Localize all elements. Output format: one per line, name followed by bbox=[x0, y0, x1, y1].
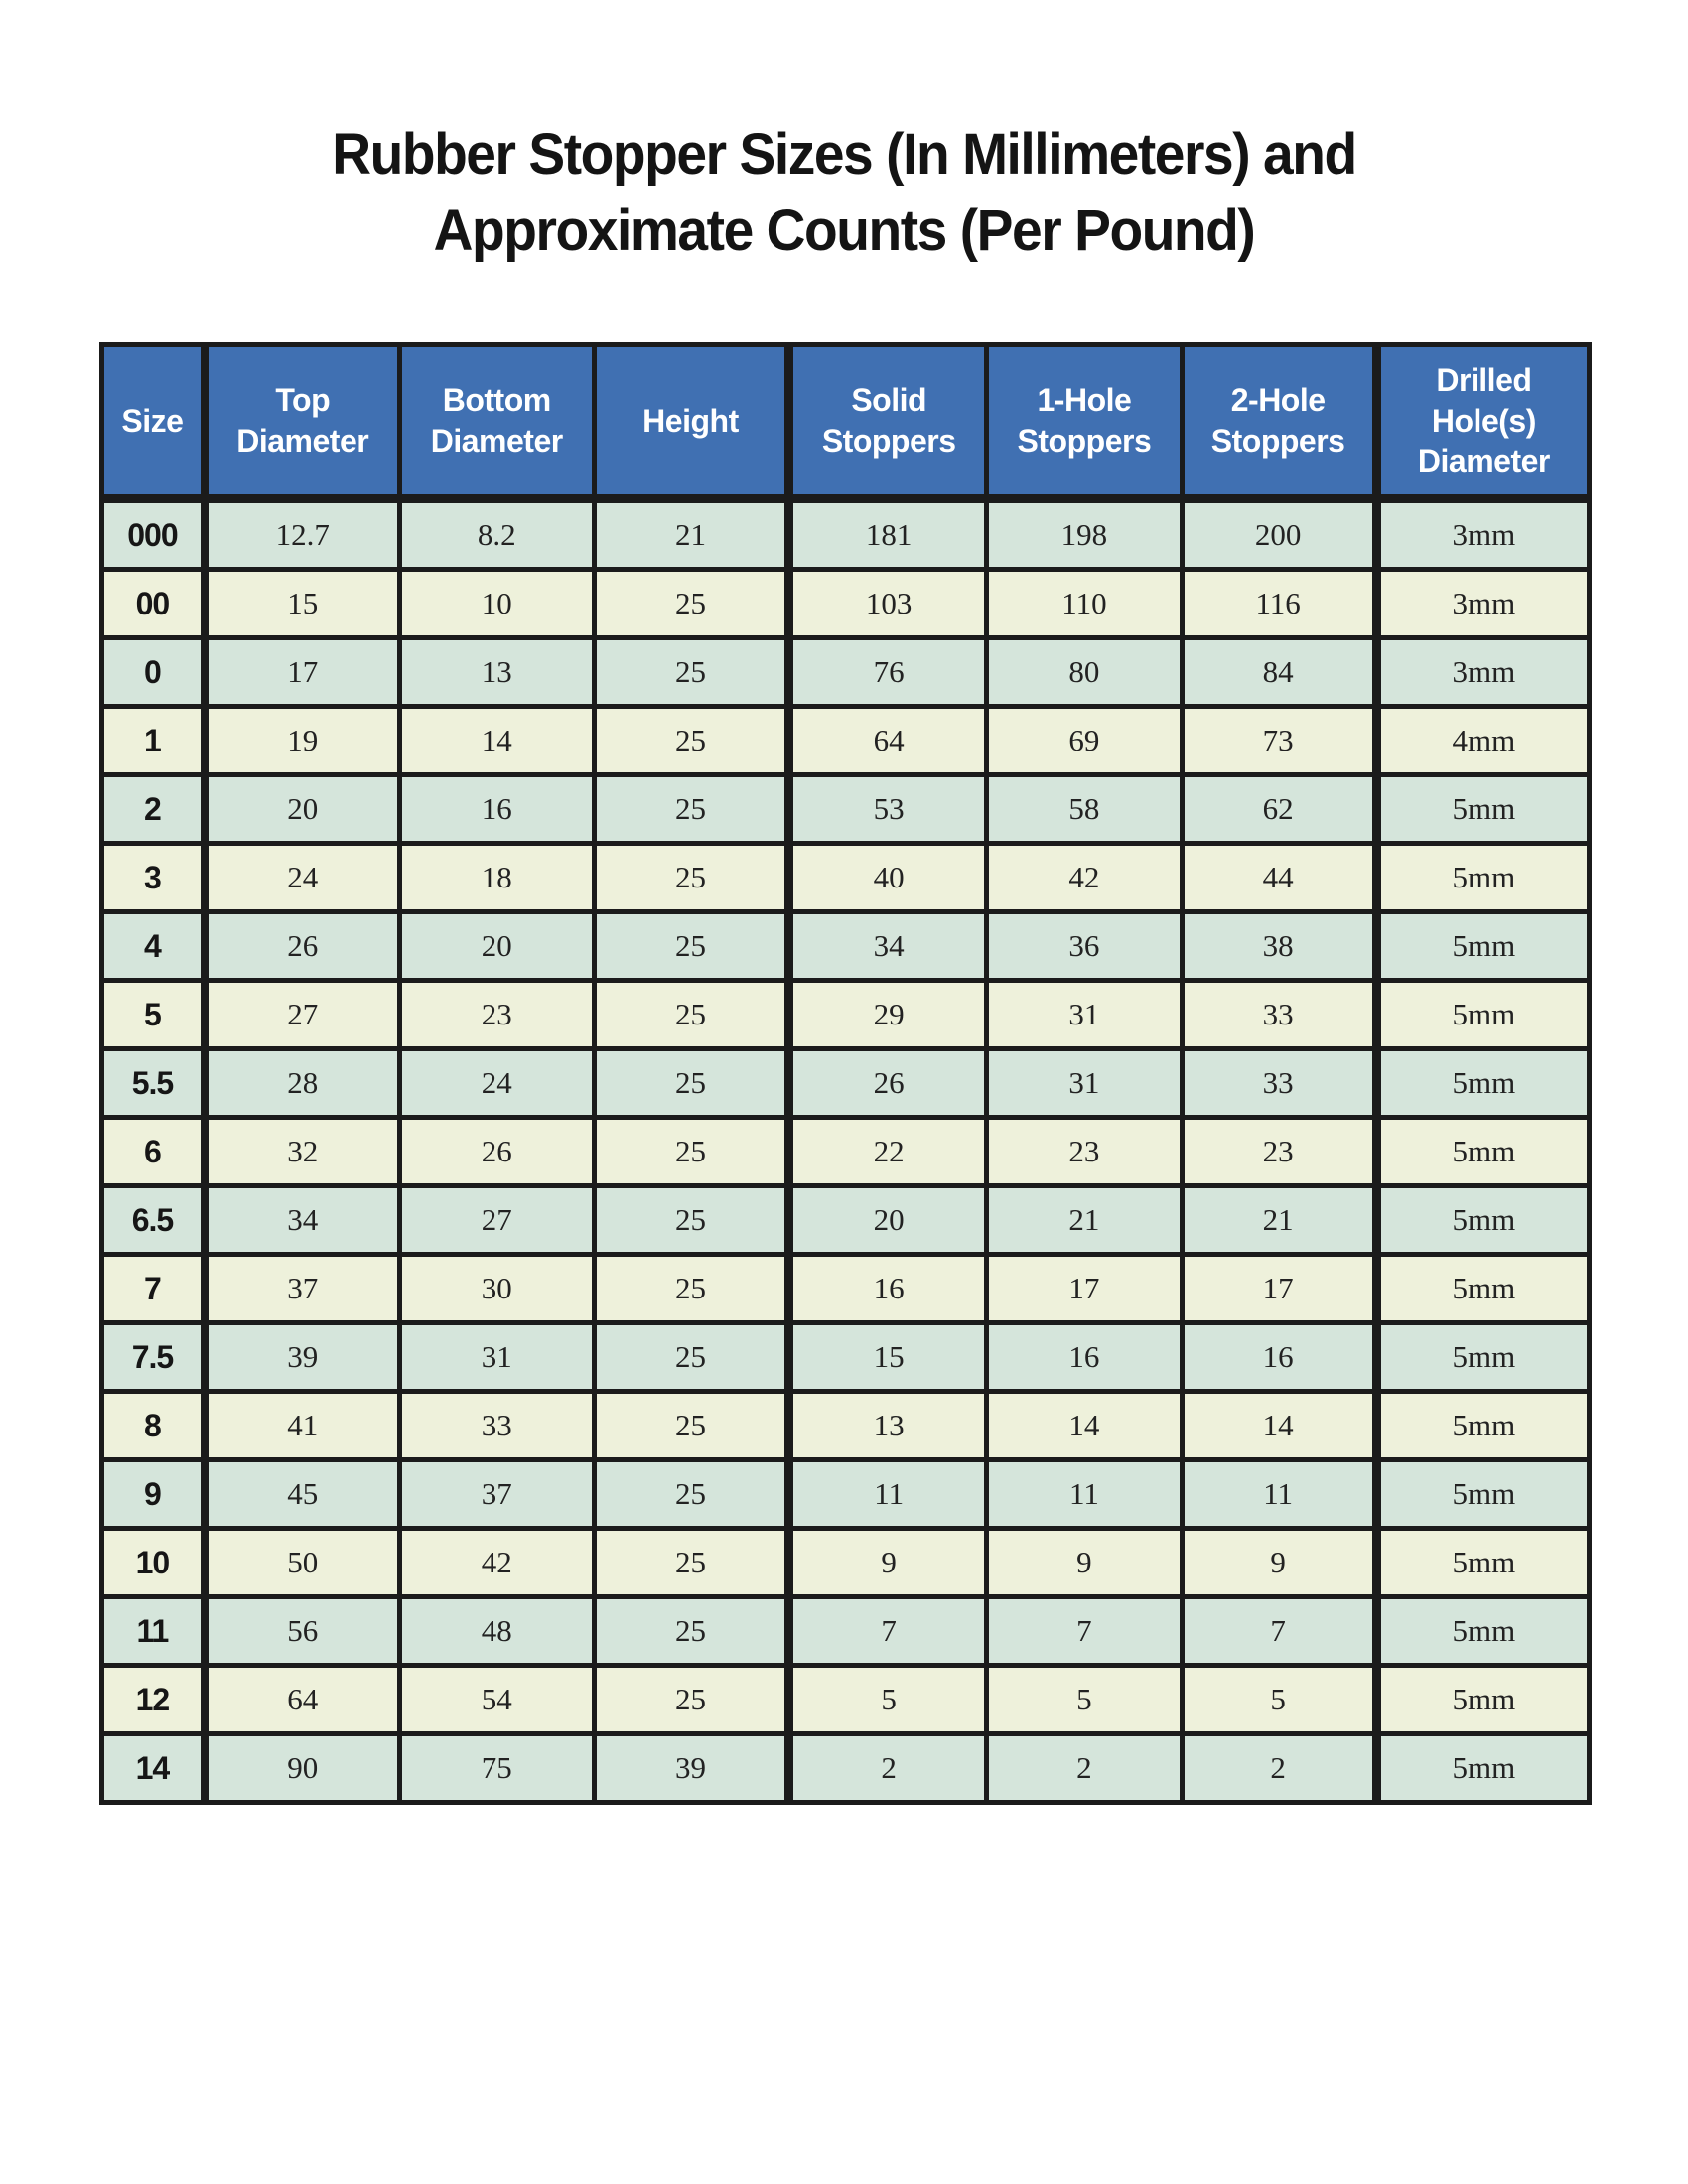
value-cell: 25 bbox=[594, 638, 788, 707]
column-header-bottom-diameter: Bottom Diameter bbox=[399, 345, 594, 499]
value-cell: 26 bbox=[205, 912, 399, 981]
value-cell: 27 bbox=[399, 1186, 594, 1255]
table-row-size-12 bbox=[102, 1666, 1590, 1734]
value-cell: 23 bbox=[987, 1118, 1182, 1186]
value-cell: 25 bbox=[594, 570, 788, 638]
value-cell: 36 bbox=[987, 912, 1182, 981]
table-body bbox=[102, 499, 1590, 1803]
value-cell: 14 bbox=[987, 1392, 1182, 1460]
value-cell: 17 bbox=[1182, 1255, 1376, 1323]
size-label-cell: 11 bbox=[102, 1597, 205, 1666]
value-cell: 25 bbox=[594, 1392, 788, 1460]
column-header-2-hole-stoppers: 2-Hole Stoppers bbox=[1182, 345, 1376, 499]
value-cell: 16 bbox=[1182, 1323, 1376, 1392]
value-cell: 2 bbox=[789, 1734, 987, 1803]
value-cell: 7 bbox=[1182, 1597, 1376, 1666]
column-header-drilled-hole-s-diameter: Drilled Hole(s) Diameter bbox=[1376, 345, 1589, 499]
value-cell: 29 bbox=[789, 981, 987, 1049]
table-row-size-8 bbox=[102, 1392, 1590, 1460]
value-cell: 5mm bbox=[1376, 1118, 1589, 1186]
value-cell: 25 bbox=[594, 1666, 788, 1734]
value-cell: 54 bbox=[399, 1666, 594, 1734]
value-cell: 4mm bbox=[1376, 707, 1589, 775]
value-cell: 20 bbox=[789, 1186, 987, 1255]
value-cell: 13 bbox=[399, 638, 594, 707]
value-cell: 25 bbox=[594, 1597, 788, 1666]
value-cell: 7 bbox=[789, 1597, 987, 1666]
value-cell: 24 bbox=[399, 1049, 594, 1118]
stopper-table-container bbox=[99, 342, 1592, 1805]
value-cell: 76 bbox=[789, 638, 987, 707]
value-cell: 5mm bbox=[1376, 1734, 1589, 1803]
value-cell: 14 bbox=[1182, 1392, 1376, 1460]
value-cell: 25 bbox=[594, 1049, 788, 1118]
table-row-size-11 bbox=[102, 1597, 1590, 1666]
value-cell: 21 bbox=[987, 1186, 1182, 1255]
column-header-solid-stoppers: Solid Stoppers bbox=[789, 345, 987, 499]
table-row-size-10 bbox=[102, 1529, 1590, 1597]
value-cell: 34 bbox=[789, 912, 987, 981]
value-cell: 16 bbox=[789, 1255, 987, 1323]
value-cell: 45 bbox=[205, 1460, 399, 1529]
table-row-size-6.5 bbox=[102, 1186, 1590, 1255]
size-label-cell: 12 bbox=[102, 1666, 205, 1734]
value-cell: 198 bbox=[987, 499, 1182, 570]
size-label-cell: 6 bbox=[102, 1118, 205, 1186]
value-cell: 21 bbox=[594, 499, 788, 570]
value-cell: 24 bbox=[205, 844, 399, 912]
value-cell: 2 bbox=[987, 1734, 1182, 1803]
size-label-cell: 3 bbox=[102, 844, 205, 912]
value-cell: 64 bbox=[789, 707, 987, 775]
value-cell: 39 bbox=[205, 1323, 399, 1392]
value-cell: 5mm bbox=[1376, 981, 1589, 1049]
value-cell: 13 bbox=[789, 1392, 987, 1460]
value-cell: 9 bbox=[987, 1529, 1182, 1597]
value-cell: 14 bbox=[399, 707, 594, 775]
table-row-size-9 bbox=[102, 1460, 1590, 1529]
value-cell: 64 bbox=[205, 1666, 399, 1734]
value-cell: 16 bbox=[987, 1323, 1182, 1392]
rubber-stopper-size-table bbox=[99, 342, 1592, 1805]
table-row-size-00 bbox=[102, 570, 1590, 638]
size-label-cell: 1 bbox=[102, 707, 205, 775]
table-row-size-2 bbox=[102, 775, 1590, 844]
value-cell: 12.7 bbox=[205, 499, 399, 570]
value-cell: 30 bbox=[399, 1255, 594, 1323]
value-cell: 33 bbox=[399, 1392, 594, 1460]
value-cell: 5 bbox=[789, 1666, 987, 1734]
table-row-size-7 bbox=[102, 1255, 1590, 1323]
value-cell: 19 bbox=[205, 707, 399, 775]
value-cell: 5 bbox=[987, 1666, 1182, 1734]
value-cell: 17 bbox=[205, 638, 399, 707]
table-row-size-4 bbox=[102, 912, 1590, 981]
value-cell: 15 bbox=[205, 570, 399, 638]
value-cell: 18 bbox=[399, 844, 594, 912]
value-cell: 22 bbox=[789, 1118, 987, 1186]
value-cell: 25 bbox=[594, 775, 788, 844]
column-header-size: Size bbox=[102, 345, 205, 499]
table-row-size-6 bbox=[102, 1118, 1590, 1186]
size-label-cell: 0 bbox=[102, 638, 205, 707]
page-title-line1: Rubber Stopper Sizes (In Millimeters) and bbox=[332, 122, 1356, 187]
value-cell: 25 bbox=[594, 1186, 788, 1255]
value-cell: 20 bbox=[205, 775, 399, 844]
value-cell: 9 bbox=[1182, 1529, 1376, 1597]
value-cell: 11 bbox=[1182, 1460, 1376, 1529]
page-title bbox=[43, 117, 1646, 269]
value-cell: 84 bbox=[1182, 638, 1376, 707]
value-cell: 38 bbox=[1182, 912, 1376, 981]
value-cell: 32 bbox=[205, 1118, 399, 1186]
value-cell: 80 bbox=[987, 638, 1182, 707]
table-row-size-0 bbox=[102, 638, 1590, 707]
value-cell: 25 bbox=[594, 912, 788, 981]
value-cell: 56 bbox=[205, 1597, 399, 1666]
value-cell: 7 bbox=[987, 1597, 1182, 1666]
size-label-cell: 14 bbox=[102, 1734, 205, 1803]
value-cell: 42 bbox=[987, 844, 1182, 912]
value-cell: 25 bbox=[594, 707, 788, 775]
value-cell: 39 bbox=[594, 1734, 788, 1803]
value-cell: 5 bbox=[1182, 1666, 1376, 1734]
value-cell: 33 bbox=[1182, 981, 1376, 1049]
value-cell: 31 bbox=[987, 1049, 1182, 1118]
table-row-size-5.5 bbox=[102, 1049, 1590, 1118]
page-title-line2: Approximate Counts (Per Pound) bbox=[433, 198, 1255, 263]
value-cell: 75 bbox=[399, 1734, 594, 1803]
value-cell: 5mm bbox=[1376, 1529, 1589, 1597]
value-cell: 37 bbox=[205, 1255, 399, 1323]
value-cell: 11 bbox=[987, 1460, 1182, 1529]
value-cell: 110 bbox=[987, 570, 1182, 638]
value-cell: 23 bbox=[1182, 1118, 1376, 1186]
value-cell: 200 bbox=[1182, 499, 1376, 570]
value-cell: 48 bbox=[399, 1597, 594, 1666]
value-cell: 69 bbox=[987, 707, 1182, 775]
size-label-cell: 7 bbox=[102, 1255, 205, 1323]
table-header bbox=[102, 345, 1590, 499]
table-row-size-000 bbox=[102, 499, 1590, 570]
value-cell: 3mm bbox=[1376, 499, 1589, 570]
value-cell: 23 bbox=[399, 981, 594, 1049]
header-row bbox=[102, 345, 1590, 499]
value-cell: 181 bbox=[789, 499, 987, 570]
value-cell: 10 bbox=[399, 570, 594, 638]
size-label-cell: 5 bbox=[102, 981, 205, 1049]
value-cell: 17 bbox=[987, 1255, 1182, 1323]
value-cell: 41 bbox=[205, 1392, 399, 1460]
value-cell: 33 bbox=[1182, 1049, 1376, 1118]
value-cell: 5mm bbox=[1376, 1392, 1589, 1460]
value-cell: 20 bbox=[399, 912, 594, 981]
value-cell: 8.2 bbox=[399, 499, 594, 570]
value-cell: 31 bbox=[987, 981, 1182, 1049]
value-cell: 27 bbox=[205, 981, 399, 1049]
column-header-top-diameter: Top Diameter bbox=[205, 345, 399, 499]
value-cell: 44 bbox=[1182, 844, 1376, 912]
value-cell: 25 bbox=[594, 1118, 788, 1186]
value-cell: 37 bbox=[399, 1460, 594, 1529]
value-cell: 5mm bbox=[1376, 1460, 1589, 1529]
value-cell: 25 bbox=[594, 844, 788, 912]
value-cell: 3mm bbox=[1376, 570, 1589, 638]
value-cell: 5mm bbox=[1376, 1186, 1589, 1255]
value-cell: 25 bbox=[594, 1529, 788, 1597]
value-cell: 25 bbox=[594, 1460, 788, 1529]
value-cell: 58 bbox=[987, 775, 1182, 844]
size-label-cell: 9 bbox=[102, 1460, 205, 1529]
value-cell: 26 bbox=[789, 1049, 987, 1118]
size-label-cell: 7.5 bbox=[102, 1323, 205, 1392]
value-cell: 5mm bbox=[1376, 1323, 1589, 1392]
value-cell: 50 bbox=[205, 1529, 399, 1597]
value-cell: 5mm bbox=[1376, 844, 1589, 912]
value-cell: 25 bbox=[594, 1255, 788, 1323]
value-cell: 5mm bbox=[1376, 1597, 1589, 1666]
size-label-cell: 10 bbox=[102, 1529, 205, 1597]
value-cell: 5mm bbox=[1376, 775, 1589, 844]
size-label-cell: 8 bbox=[102, 1392, 205, 1460]
column-header-height: Height bbox=[594, 345, 788, 499]
value-cell: 31 bbox=[399, 1323, 594, 1392]
value-cell: 5mm bbox=[1376, 1049, 1589, 1118]
value-cell: 11 bbox=[789, 1460, 987, 1529]
value-cell: 5mm bbox=[1376, 1255, 1589, 1323]
value-cell: 25 bbox=[594, 981, 788, 1049]
value-cell: 40 bbox=[789, 844, 987, 912]
table-row-size-3 bbox=[102, 844, 1590, 912]
value-cell: 5mm bbox=[1376, 912, 1589, 981]
value-cell: 90 bbox=[205, 1734, 399, 1803]
value-cell: 34 bbox=[205, 1186, 399, 1255]
value-cell: 62 bbox=[1182, 775, 1376, 844]
value-cell: 42 bbox=[399, 1529, 594, 1597]
value-cell: 25 bbox=[594, 1323, 788, 1392]
value-cell: 103 bbox=[789, 570, 987, 638]
table-row-size-14 bbox=[102, 1734, 1590, 1803]
size-label-cell: 2 bbox=[102, 775, 205, 844]
size-label-cell: 6.5 bbox=[102, 1186, 205, 1255]
size-label-cell: 5.5 bbox=[102, 1049, 205, 1118]
value-cell: 116 bbox=[1182, 570, 1376, 638]
table-row-size-1 bbox=[102, 707, 1590, 775]
value-cell: 26 bbox=[399, 1118, 594, 1186]
table-row-size-5 bbox=[102, 981, 1590, 1049]
value-cell: 3mm bbox=[1376, 638, 1589, 707]
value-cell: 9 bbox=[789, 1529, 987, 1597]
size-label-cell: 000 bbox=[102, 499, 205, 570]
value-cell: 28 bbox=[205, 1049, 399, 1118]
value-cell: 2 bbox=[1182, 1734, 1376, 1803]
size-label-cell: 4 bbox=[102, 912, 205, 981]
value-cell: 21 bbox=[1182, 1186, 1376, 1255]
column-header-1-hole-stoppers: 1-Hole Stoppers bbox=[987, 345, 1182, 499]
value-cell: 73 bbox=[1182, 707, 1376, 775]
value-cell: 5mm bbox=[1376, 1666, 1589, 1734]
table-row-size-7.5 bbox=[102, 1323, 1590, 1392]
value-cell: 15 bbox=[789, 1323, 987, 1392]
value-cell: 16 bbox=[399, 775, 594, 844]
size-label-cell: 00 bbox=[102, 570, 205, 638]
value-cell: 53 bbox=[789, 775, 987, 844]
